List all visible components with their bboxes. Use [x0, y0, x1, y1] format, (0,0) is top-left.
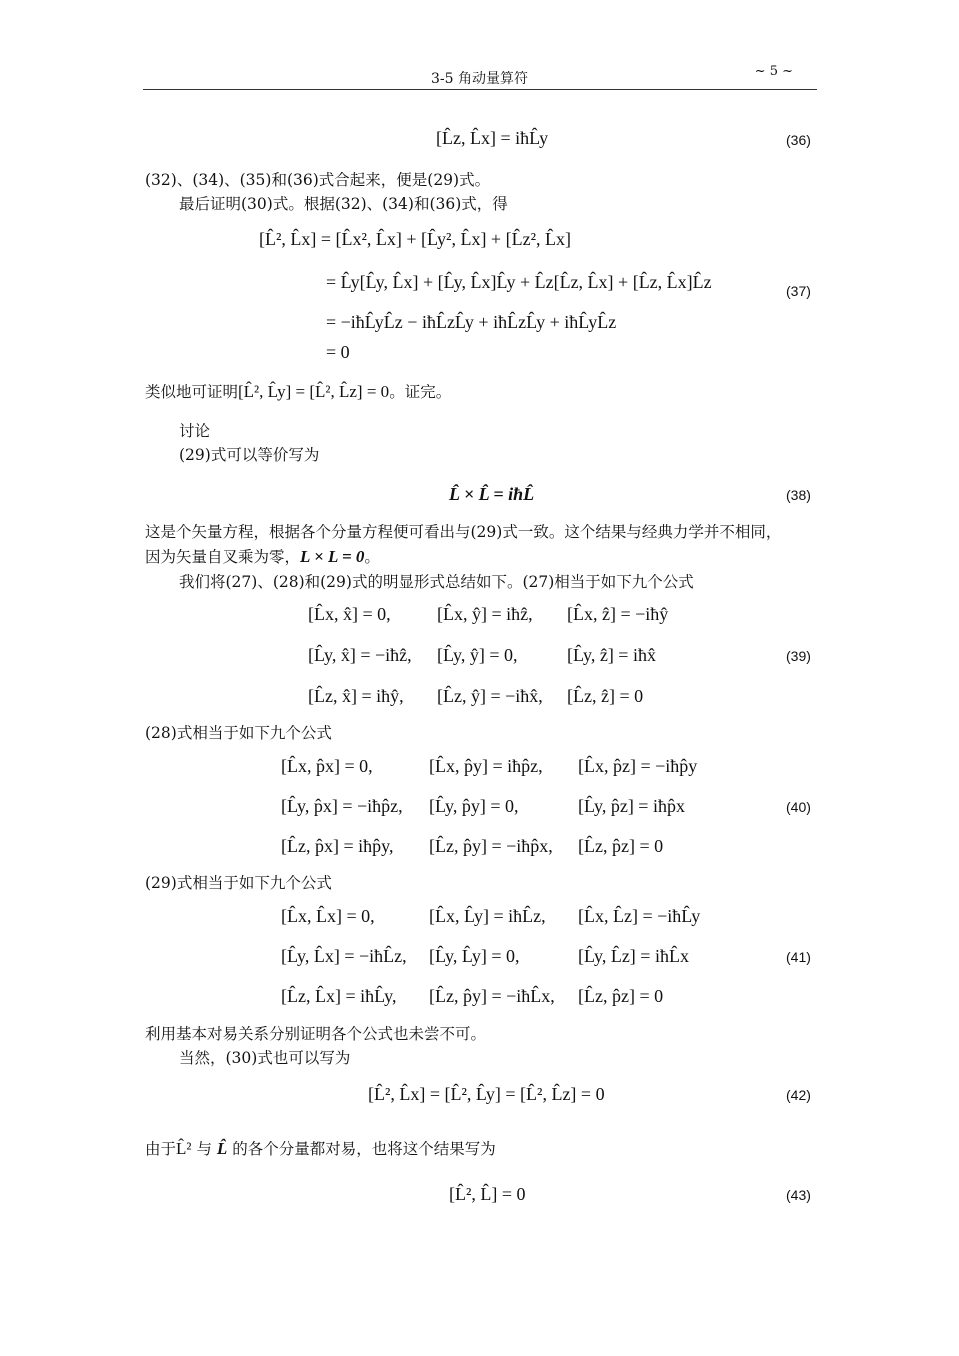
equation-40-r1c2: [L̂x, p̂y] = iħp̂z,	[429, 756, 543, 776]
equation-40-r1c1: [L̂x, p̂x] = 0,	[281, 756, 373, 776]
equation-39-r3c3: [L̂z, ẑ] = 0	[567, 686, 644, 706]
equation-39-r1c1: [L̂x, x̂] = 0,	[308, 604, 391, 624]
equation-number-41: (41)	[786, 949, 811, 965]
equation-39-r1c3: [L̂x, ẑ] = −iħŷ	[567, 604, 669, 624]
equation-number-40: (40)	[786, 799, 811, 815]
equation-41-r3c3: [L̂z, p̂z] = 0	[578, 986, 664, 1006]
paragraph-2: 最后证明(30)式。根据(32)、(34)和(36)式，得	[179, 195, 508, 213]
equation-41-r2c1: [L̂y, L̂x] = −iħL̂z,	[281, 946, 407, 966]
equation-40-r3c1: [L̂z, p̂x] = iħp̂y,	[281, 836, 394, 856]
equation-41-r3c2: [L̂z, p̂y] = −iħL̂x,	[429, 986, 555, 1006]
paragraph-6-lead: 因为矢量自叉乘为零，	[145, 548, 301, 566]
equation-42: [L̂², L̂x] = [L̂², L̂y] = [L̂², L̂z] = 0	[368, 1084, 605, 1104]
equation-number-38: (38)	[786, 487, 811, 503]
equation-40-r2c3: [L̂y, p̂z] = iħp̂x	[578, 796, 685, 816]
paragraph-5: 这是个矢量方程，根据各个分量方程便可看出与(29)式一致。这个结果与经典力学并不相同，	[145, 523, 782, 541]
paragraph-12-lead: 由于	[145, 1140, 177, 1158]
page-number: ~ 5 ~	[754, 64, 793, 79]
paragraph-6-equation: L × L = 0	[300, 547, 365, 566]
equation-39-r1c2: [L̂x, ŷ] = iħẑ,	[437, 604, 533, 624]
paragraph-9: (29)式相当于如下九个公式	[145, 874, 332, 892]
equation-37-line-1: [L̂², L̂x] = [L̂x², L̂x] + [L̂y², L̂x] + [L̂z², L̂x]	[259, 229, 571, 249]
paragraph-10: 利用基本对易关系分别证明各个公式也未尝不可。	[145, 1025, 487, 1043]
equation-41-r1c3: [L̂x, L̂z] = −iħL̂y	[578, 906, 701, 926]
equation-39-r2c1: [L̂y, x̂] = −iħẑ,	[308, 645, 412, 665]
paragraph-7: 我们将(27)、(28)和(29)式的明显形式总结如下。(27)相当于如下九个公式	[179, 573, 694, 591]
paragraph-12-tail: 的各个分量都对易，也将这个结果写为	[232, 1140, 496, 1158]
paragraph-6	[145, 545, 380, 569]
equation-39-r2c2: [L̂y, ŷ] = 0,	[437, 645, 518, 665]
equation-38: L̂ × L̂ = iħL̂	[449, 484, 535, 504]
header-rule	[143, 89, 817, 90]
discussion-heading: 讨论	[179, 422, 211, 440]
equation-39-r3c2: [L̂z, ŷ] = −iħx̂,	[437, 686, 543, 706]
equation-39-r2c3: [L̂y, ẑ] = iħx̂	[567, 645, 656, 665]
paragraph-11: 当然，(30)式也可以写为	[179, 1049, 351, 1067]
equation-40-r1c3: [L̂x, p̂z] = −iħp̂y	[578, 756, 698, 776]
paragraph-8: (28)式相当于如下九个公式	[145, 724, 332, 742]
equation-36: [L̂z, L̂x] = iħL̂y	[436, 128, 549, 148]
paragraph-3-lead: 类似地可证明	[145, 383, 239, 401]
equation-number-36: (36)	[786, 132, 811, 148]
equation-number-37: (37)	[786, 283, 811, 299]
equation-37-line-4: = 0	[326, 342, 350, 362]
equation-41-r1c1: [L̂x, L̂x] = 0,	[281, 906, 375, 926]
equation-37-line-3: = −iħL̂yL̂z − iħL̂zL̂y + iħL̂zL̂y + iħL̂yL̂z	[326, 312, 617, 332]
paragraph-1: (32)、(34)、(35)和(36)式合起来，便是(29)式。	[145, 171, 491, 189]
paragraph-12-l-vector: L̂	[216, 1139, 228, 1158]
equation-39-r3c1: [L̂z, x̂] = iħŷ,	[308, 686, 404, 706]
equation-number-39: (39)	[786, 648, 811, 664]
paragraph-3-tail: 。证完。	[389, 383, 452, 401]
running-header-title: 3-5 角动量算符	[431, 71, 528, 87]
equation-43: [L̂², L̂] = 0	[449, 1184, 526, 1204]
equation-40-r2c1: [L̂y, p̂x] = −iħp̂z,	[281, 796, 403, 816]
paragraph-3-equation: [L̂², L̂y] = [L̂², L̂z] = 0	[238, 382, 390, 401]
equation-41-r1c2: [L̂x, L̂y] = iħL̂z,	[429, 906, 546, 926]
equation-37-line-2: = L̂y[L̂y, L̂x] + [L̂y, L̂x]L̂y + L̂z[L̂z, L̂x] + [L̂z, L̂x]L̂z	[326, 272, 712, 292]
equation-41-r2c3: [L̂y, L̂z] = iħL̂x	[578, 946, 689, 966]
equation-40-r2c2: [L̂y, p̂y] = 0,	[429, 796, 519, 816]
paragraph-12-l-squared: L̂²	[176, 1139, 192, 1158]
paragraph-12	[145, 1137, 496, 1161]
equation-40-r3c3: [L̂z, p̂z] = 0	[578, 836, 664, 856]
equation-number-43: (43)	[786, 1187, 811, 1203]
equation-41-r2c2: [L̂y, L̂y] = 0,	[429, 946, 520, 966]
equation-number-42: (42)	[786, 1087, 811, 1103]
equation-41-r3c1: [L̂z, L̂x] = iħL̂y,	[281, 986, 397, 1006]
paragraph-12-and: 与	[196, 1140, 212, 1158]
paragraph-4: (29)式可以等价写为	[179, 446, 320, 464]
paragraph-6-tail: 。	[364, 548, 380, 566]
equation-40-r3c2: [L̂z, p̂y] = −iħp̂x,	[429, 836, 553, 856]
paragraph-3	[145, 380, 451, 404]
